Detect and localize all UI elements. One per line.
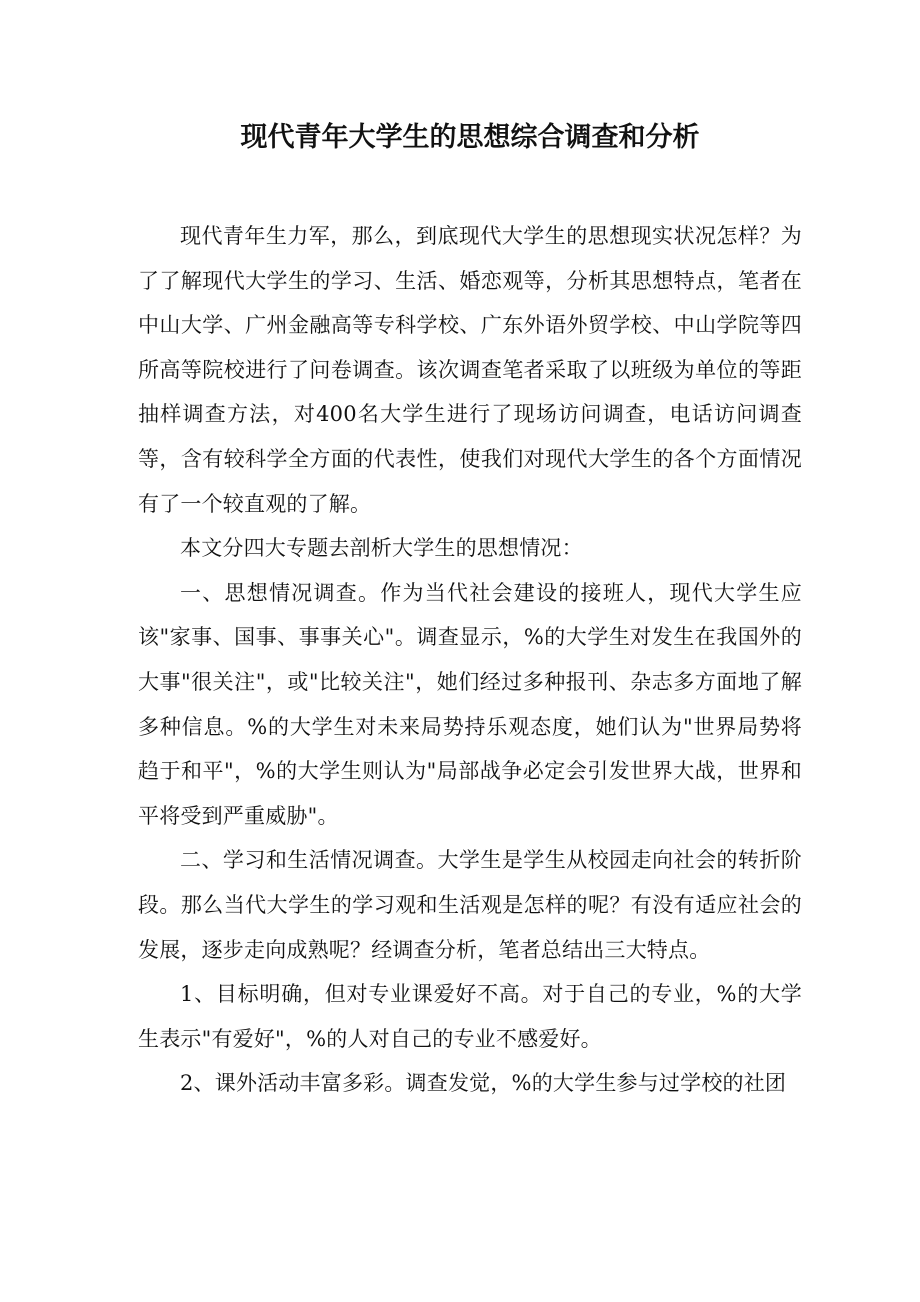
- paragraph-intro: 现代青年生力军，那么，到底现代大学生的思想现实状况怎样？为了了解现代大学生的学习、生活、婚恋观等，分析其思想特点，笔者在中山大学、广州金融高等专科学校、广东外语外贸学校、中山学院等四所高等院校进行了问卷调查。该次调查笔者采取了以班级为单位的等距抽样调查方法，对400名大学生进行了现场访问调查，电话访问调查等，含有较科学全方面的代表性，使我们对现代大学生的各个方面情况有了一个较直观的了解。: [138, 224, 802, 516]
- paragraph-section-2: 二、学习和生活情况调查。大学生是学生从校园走向社会的转折阶段。那么当代大学生的学习观和生活观是怎样的呢？有没有适应社会的发展，逐步走向成熟呢？经调查分析，笔者总结出三大特点。: [138, 848, 802, 962]
- paragraph-outline: 本文分四大专题去剖析大学生的思想情况：: [180, 536, 583, 561]
- paragraph-point-2: 2、课外活动丰富多彩。调查发觉，%的大学生参与过学校的社团: [180, 1071, 787, 1096]
- document-body: [138, 214, 802, 1106]
- paragraph-section-1: 一、思想情况调查。作为当代社会建设的接班人，现代大学生应该"家事、国事、事事关心"。调查显示，%的大学生对发生在我国外的大事"很关注"，或"比较关注"，她们经过多种报刊、杂志多方面地了解多种信息。%的大学生对未来局势持乐观态度，她们认为"世界局势将趋于和平"，%的大学生则认为"局部战争必定会引发世界大战，世界和平将受到严重威胁"。: [138, 580, 802, 828]
- document-title: 现代青年大学生的思想综合调查和分析: [240, 122, 700, 153]
- paragraph-point-1: 1、目标明确，但对专业课爱好不高。对于自己的专业，%的大学生表示"有爱好"，%的人对自己的专业不感爱好。: [138, 982, 802, 1051]
